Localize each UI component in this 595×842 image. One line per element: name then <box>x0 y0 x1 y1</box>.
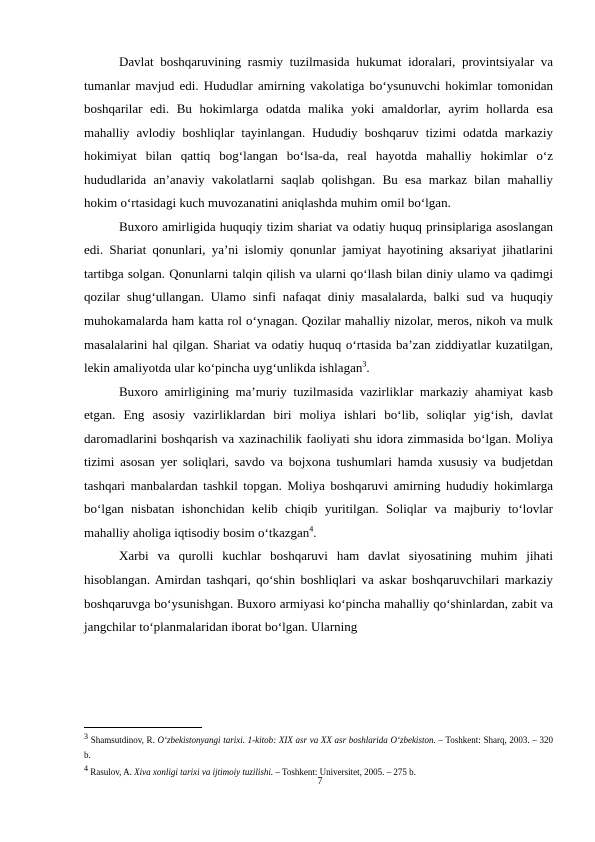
footnote-author: Shamsutdinov, R. <box>90 735 155 745</box>
footnotes <box>84 733 553 782</box>
paragraph-administration <box>84 50 553 215</box>
footnote-publication: – Toshkent: Universitet, 2005. – 275 b. <box>275 767 416 777</box>
footnote-3 <box>84 733 553 763</box>
paragraph-text: Davlat boshqaruvining rasmiy tuzilmasida hukumat idoralari, provintsiyalar va tumanlar mavjud edi. Hududlar amirning vakolatiga bo‘ysunuvchi hokimlar tomonidan boshqarilar edi. Bu hokimlarga odatda malika yoki amaldorlar, ayrim hollarda esa mahalliy avlodiy boshliqlar tayinlangan. Hududiy boshqaruv tizimi odatda markaziy hokimiyat bilan qattiq bog‘langan bo‘lsa-da, real hayotda mahalliy hokimlar o‘z hududlarida an’anaviy vakolatlarni saqlab qolishgan. Bu esa markaz bilan mahalliy hokim o‘rtasidagi kuch muvozanatini aniqlashda muhim omil bo‘lgan. <box>84 54 553 211</box>
footnote-number: 4 <box>84 764 88 773</box>
footnote-number: 3 <box>84 732 88 741</box>
footnote-title: Xiva xonligi tarixi va ijtimoiy tuzilishi. <box>134 767 274 777</box>
paragraph-military <box>84 544 553 638</box>
footnote-reference[interactable]: 4 <box>309 524 314 534</box>
page-number: 7 <box>317 776 323 787</box>
paragraph-tail: . <box>366 360 370 376</box>
paragraph-ministries <box>84 380 553 545</box>
paragraph-tail: . <box>313 524 317 540</box>
footnote-author: Rasulov, A. <box>90 767 132 777</box>
footnote-divider <box>84 727 202 728</box>
footnote-title: O‘zbekistonyangi tarixi. 1-kitob: XIX asr va XX asr boshlarida O‘zbekiston. <box>157 735 436 745</box>
body-text <box>84 50 553 639</box>
paragraph-text: Xarbi va qurolli kuchlar boshqaruvi ham davlat siyosatining muhim jihati hisoblangan. Amirdan tashqari, qo‘shin boshliqlari va askar boshqaruvchilari markaziy boshqaruvga bo‘ysunishgan. Buxoro armiyasi ko‘pincha mahalliy qo‘shinlardan, zabit va jangchilar to‘planmalaridan iborat bo‘lgan. Ularning <box>84 548 553 635</box>
paragraph-legal-system <box>84 215 553 380</box>
footnote-publication: – Toshkent: Sharq, 2003. – 320 b. <box>84 735 554 760</box>
paragraph-text: Buxoro amirligining ma’muriy tuzilmasida vazirliklar markaziy ahamiyat kasb etgan. Eng asosiy vazirliklardan biri moliya ishlari bo‘lib, soliqlar yig‘ish, davlat daromadlarini boshqarish va xazinachilik faoliyati shu idora zimmasida bo‘lgan. Moliya tizimi asosan yer soliqlari, savdo va bojxona tushumlari hamda xususiy va budjetdan tashqari manbalardan tashkil topgan. Moliya boshqaruvi amirning hududiy hokimlarga bo‘lgan nisbatan ishonchidan kelib chiqib yuritilgan. Soliqlar va majburiy to‘lovlar mahalliy aholiga iqtisodiy bosim o‘tkazgan <box>84 383 553 540</box>
footnote-reference[interactable]: 3 <box>362 359 367 369</box>
paragraph-text: Buxoro amirligida huquqiy tizim shariat va odatiy huquq prinsiplariga asoslangan edi. Shariat qonunlari, ya’ni islomiy qonunlar jamiyat hayotining aksariyat jihatlarini tartibga solgan. Qonunlarni talqin qilish va ularni qo‘llash bilan diniy ulamo va qadimgi qozilar shug‘ullangan. Ulamo sinfi nafaqat diniy masalalarda, balki sud va huquqiy muhokamalarda ham katta rol o‘ynagan. Qozilar mahalliy nizolar, meros, nikoh va mulk masalalarini hal qilgan. Shariat va odatiy huquq o‘rtasida ba’zan ziddiyatlar kuzatilgan, lekin amaliyotda ular ko‘pincha uyg‘unlikda ishlagan <box>84 218 553 376</box>
